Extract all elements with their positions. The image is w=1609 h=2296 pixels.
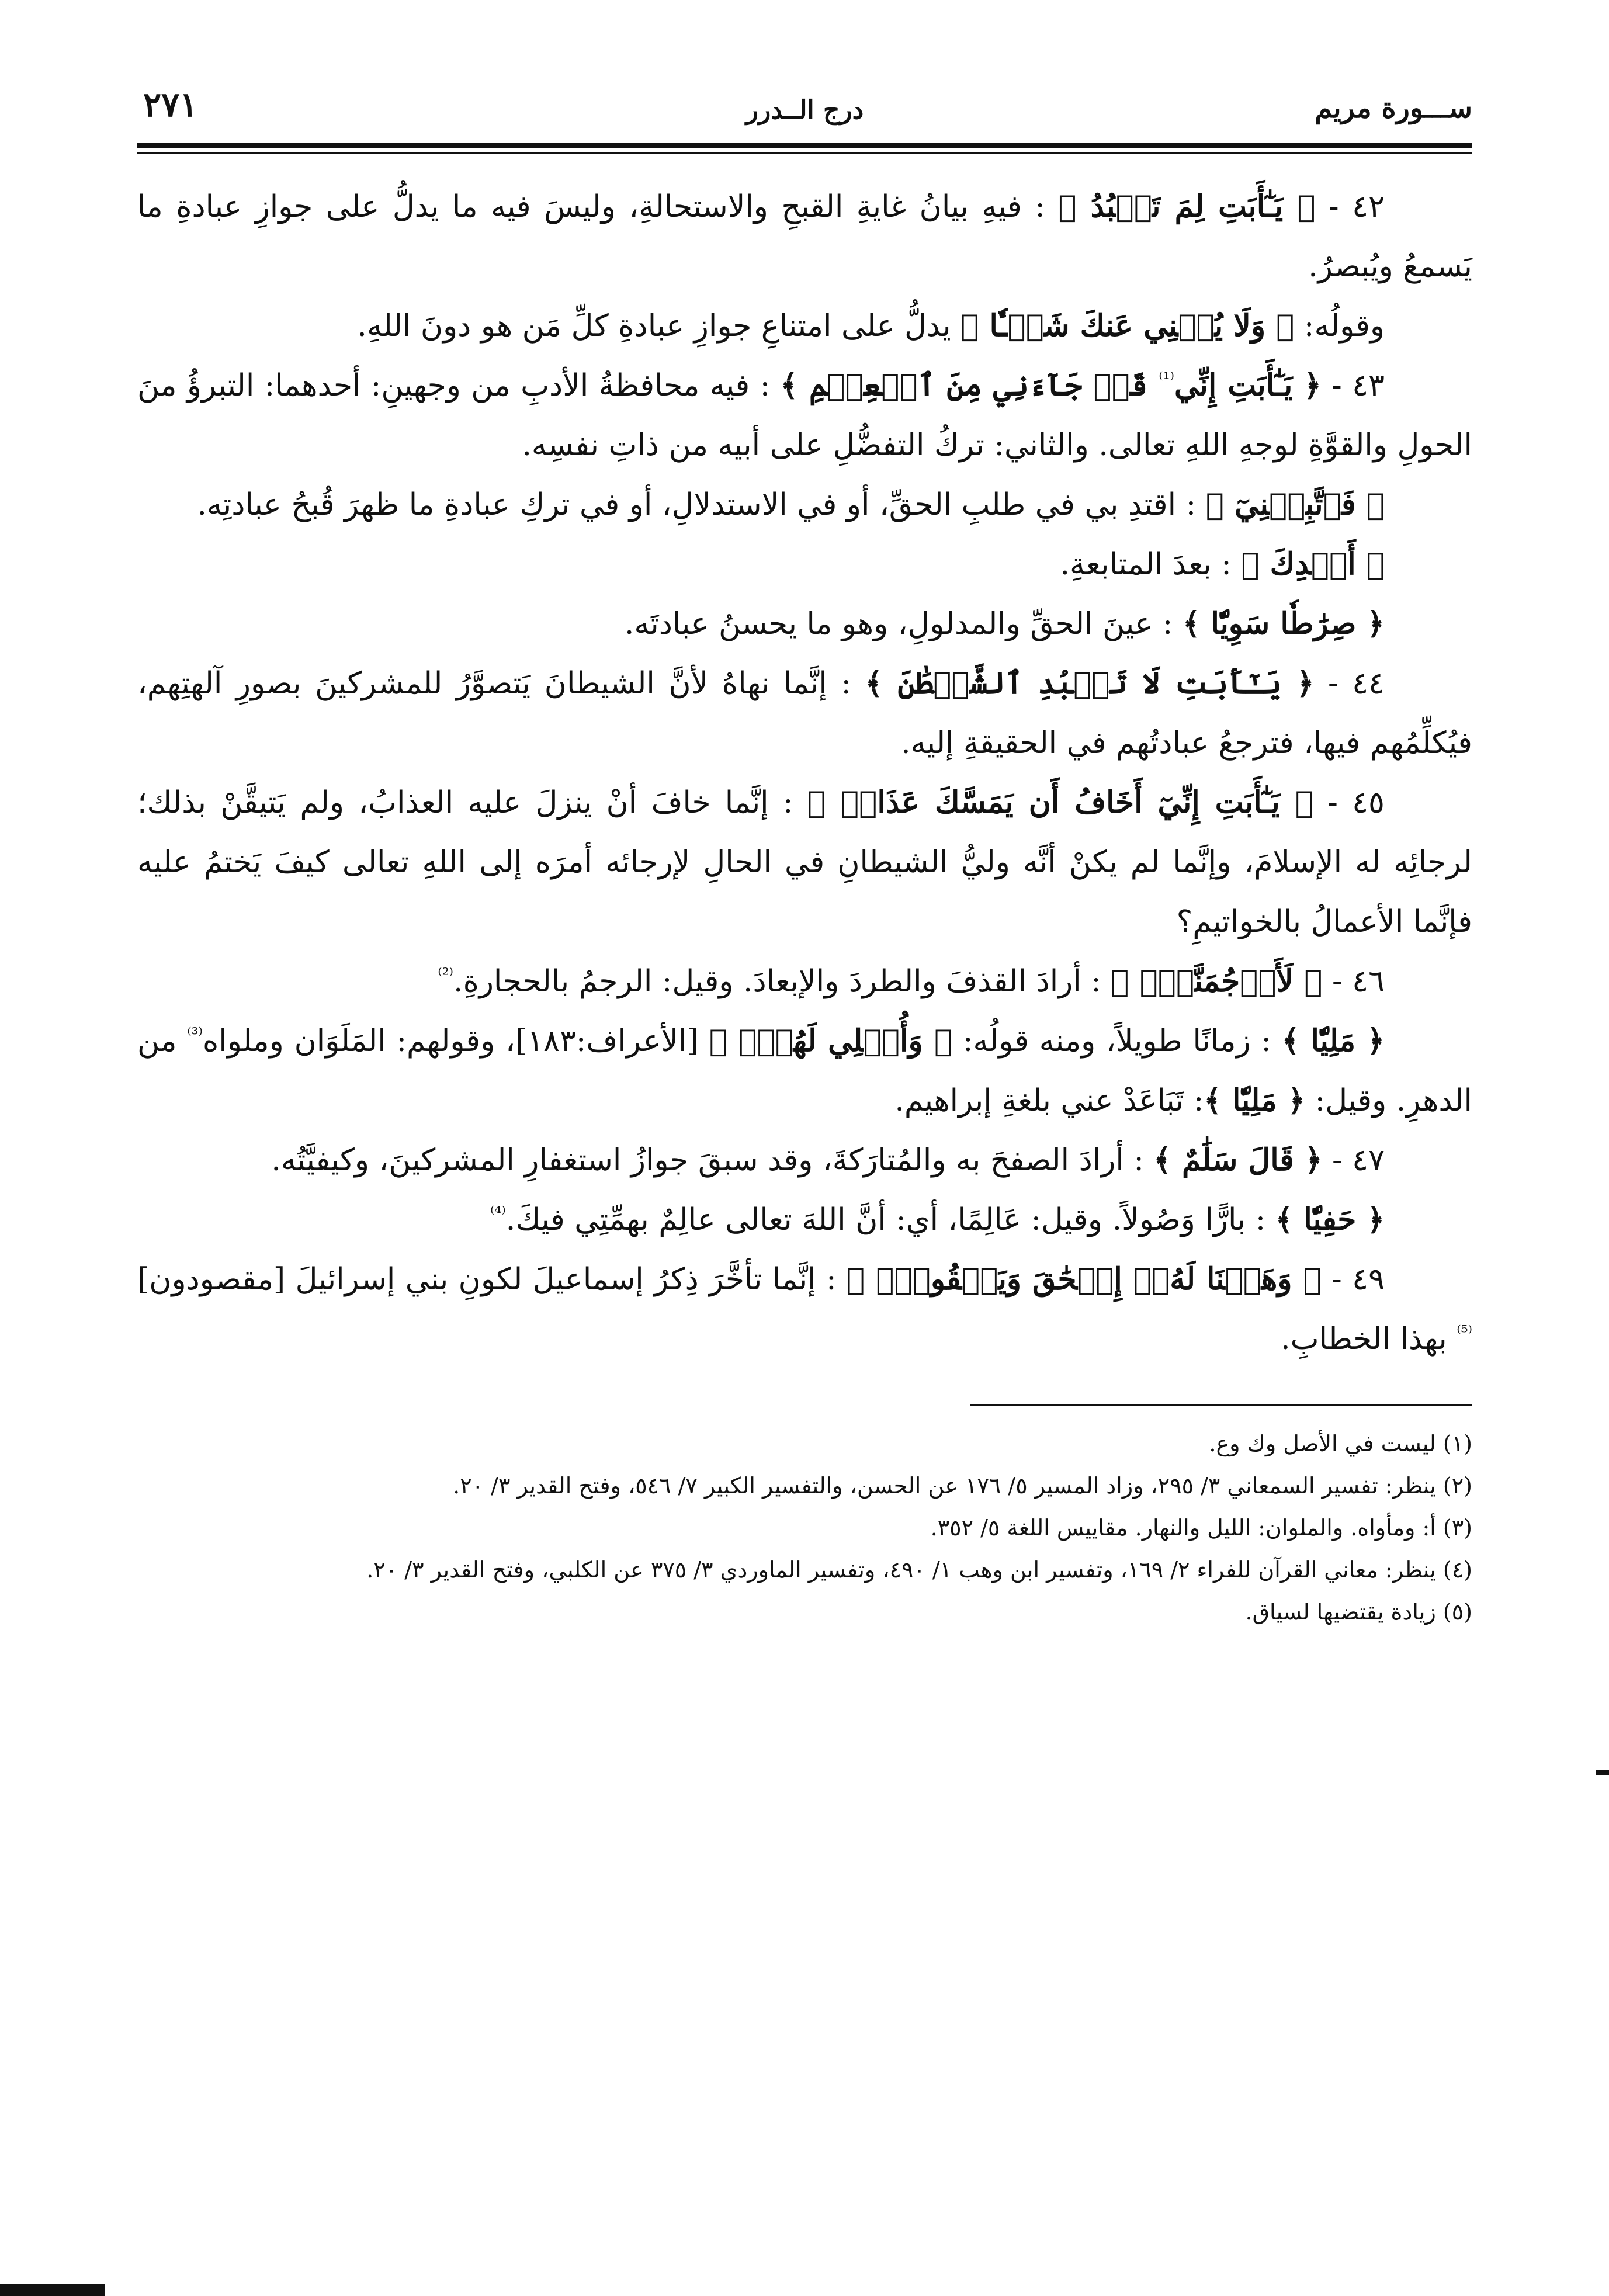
paragraph <box>137 356 1472 475</box>
quran-quote: ﴿ فَٱتَّبِعۡنِيٓ ﴾ <box>1205 487 1385 522</box>
commentary-text: بهذا الخطابِ. <box>1281 1322 1457 1357</box>
commentary-text: : إنَّما نهاهُ لأنَّ الشيطانَ يَتصوَّرُ للمشركينَ بصورِ آلهتِهم، فيُكلِّمُهم فيها، فترجعُ عبادتُهم في الحقيقةِ إليه. <box>137 666 1472 761</box>
commentary-text: ٤٧ - <box>1322 1143 1385 1178</box>
footnotes <box>137 1423 1472 1633</box>
footnote-separator <box>970 1404 1472 1406</box>
quran-quote: قَدۡ جَآءَنِي مِنَ ٱلۡعِلۡمِ ﴾ <box>780 367 1159 403</box>
paragraph <box>137 177 1472 296</box>
commentary-text: ٤٣ - <box>1321 368 1385 403</box>
commentary-text: ٤٥ - <box>1313 785 1385 820</box>
running-header <box>137 79 1472 140</box>
scan-edge-mark <box>0 2284 105 2296</box>
paragraph <box>137 535 1472 594</box>
paragraph <box>137 1130 1472 1190</box>
commentary-text: : بارًّا وَصُولاً. وقيل: عَالِمًا، أي: أنَّ اللهَ تعالى عالِمٌ بهمِّتِي فيكَ. <box>505 1202 1275 1237</box>
quran-quote: ﴿ يَـٰٓأَبَتِ لِمَ تَعۡبُدُ ﴾ <box>1058 189 1316 224</box>
commentary-text: : زمانًا طويلاً، ومنه قولُه: <box>952 1024 1282 1059</box>
footnote: (٥) زيادة يقتضيها لسياق. <box>1245 1599 1472 1625</box>
footnote-marker: ⁽³⁾ <box>187 1024 203 1045</box>
commentary-text: : عينَ الحقِّ والمدلولِ، وهو ما يحسنُ عبادتَه. <box>624 606 1183 641</box>
quran-quote: ﴿ يَـٰٓأَبَتِ لَا تَعۡبُدِ ٱلشَّيۡطَٰنَ ﴾ <box>865 665 1315 701</box>
quran-quote: ﴿ وَهَبۡنَا لَهُۥٓ إِسۡحَٰقَ وَيَعۡقُوبَۖ ﴾ <box>847 1261 1322 1297</box>
scan-edge-mark <box>1596 1770 1609 1775</box>
footnote: (١) ليست في الأصل وك وع. <box>1209 1431 1472 1456</box>
quran-quote: ﴿ مَلِيّٗا ﴾ <box>1281 1023 1385 1059</box>
paragraph <box>137 475 1472 535</box>
quran-quote: ﴿ يَـٰٓأَبَتِ إِنِّي <box>1174 367 1322 403</box>
commentary-text: : فيه محافظةُ الأدبِ من وجهينِ: أحدهما: التبرؤُ منَ الحولِ والقوَّةِ لوجهِ اللهِ تعالى. والثاني: تركُ التفضُّلِ على أبيه من ذاتِ نفسِه. <box>137 368 1472 463</box>
commentary-text: من الدهرِ. وقيل: <box>137 1024 1472 1118</box>
paragraph <box>137 1190 1472 1250</box>
commentary-text: : فيهِ بيانُ غايةِ القبحِ والاستحالةِ، وليسَ فيه ما يدلُّ على جوازِ عبادةِ ما يَسمعُ ويُبصرُ. <box>137 189 1472 284</box>
commentary-text: : اقتدِ بي في طلبِ الحقِّ، أو في الاستدلالِ، أو في تركِ عبادةِ ما ظهرَ قُبحُ عبادتِه. <box>197 487 1206 522</box>
main-text <box>137 177 1472 1369</box>
quran-quote: ﴿ مَلِيّٗا ﴾ <box>1204 1083 1306 1118</box>
page <box>137 79 1472 2211</box>
footnote-marker: ⁽²⁾ <box>438 965 454 986</box>
quran-quote: ﴿ يَـٰٓأَبَتِ إِنِّيٓ أَخَافُ أَن يَمَسَّكَ عَذَابٞ ﴾ <box>807 785 1313 820</box>
footnote: (٤) ينظر: معاني القرآن للفراء ٢/ ١٦٩، وتفسير ابن وهب ١/ ٤٩٠، وتفسير الماوردي ٣/ ٣٧٥ عن الكلبي، وفتح القدير ٣/ ٢٠. <box>366 1557 1472 1583</box>
commentary-text: ٤٢ - <box>1315 189 1385 224</box>
quran-quote: ﴿ قَالَ سَلَٰمٌ ﴾ <box>1153 1142 1323 1178</box>
commentary-text: : إنَّما خافَ أنْ ينزلَ عليه العذابُ، ولم يَتيقَّنْ بذلك؛ لرجائِه له الإسلامَ، وإنَّما لم يكنْ أنَّه وليُّ الشيطانِ في الحالِ لإرجائه أمرَه إلى اللهِ تعالى كيفَ يَختمُ عليه فإنَّما الأعمالُ بالخواتيمِ؟ <box>137 785 1472 939</box>
header-rule-thick <box>137 143 1472 148</box>
paragraph <box>137 952 1472 1011</box>
header-rule-thin <box>137 152 1472 154</box>
surah-title: ســـورة مريم <box>1315 92 1472 124</box>
quran-quote: ﴿ أَهۡدِكَ ﴾ <box>1241 546 1385 582</box>
quran-quote: ﴿ حَفِيّٗا ﴾ <box>1275 1202 1385 1237</box>
commentary-text: ٤٤ - <box>1314 666 1385 701</box>
footnote-marker: ⁽⁴⁾ <box>490 1203 506 1224</box>
commentary-text: : أرادَ الصفحَ به والمُتارَكةَ، وقد سبقَ جوازُ استغفارِ المشركينَ، وكيفيَّتُه. <box>271 1143 1154 1178</box>
quran-quote: ﴿ صِرَٰطٗا سَوِيّٗا ﴾ <box>1182 606 1385 641</box>
page-number: ٢٧١ <box>143 85 198 124</box>
footnote: (٣) أ: ومأواه. والملوان: الليل والنهار. مقاييس اللغة ٥/ ٣٥٢. <box>930 1515 1472 1541</box>
book-title: درج الــدرر <box>745 95 864 125</box>
commentary-text: ٤٩ - <box>1321 1262 1385 1297</box>
footnote-marker: ⁽⁵⁾ <box>1457 1322 1472 1343</box>
footnote: (٢) ينظر: تفسير السمعاني ٣/ ٢٩٥، وزاد المسير ٥/ ١٧٦ عن الحسن، والتفسير الكبير ٧/ ٥٤٦، وفتح القدير ٣/ ٢٠. <box>453 1473 1472 1499</box>
paragraph <box>137 594 1472 654</box>
commentary-text: : تَبَاعَدْ عني بلغةِ إبراهيم. <box>894 1083 1204 1118</box>
paragraph <box>137 1011 1472 1130</box>
commentary-text: : أرادَ القذفَ والطردَ والإبعادَ. وقيل: الرجمُ بالحجارةِ. <box>453 964 1111 999</box>
quran-quote: ﴿ وَلَا يُغۡنِي عَنكَ شَيۡـٔٗا ﴾ <box>960 308 1295 344</box>
quran-quote: ﴿ وَأُمۡلِي لَهُمۡۚ ﴾ <box>709 1023 953 1059</box>
commentary-text: [الأعراف:١٨٣]، وقولهم: المَلَوَان وملواه <box>203 1024 709 1059</box>
quran-quote: ﴿ لَأَرۡجُمَنَّكَۖ ﴾ <box>1111 963 1323 999</box>
paragraph <box>137 1250 1472 1369</box>
commentary-text: : إنَّما تأخَّرَ ذِكرُ إسماعيلَ لكونِ بني إسرائيلَ [مقصودون] <box>137 1262 847 1297</box>
commentary-text: يدلُّ على امتناعِ جوازِ عبادةِ كلِّ مَن هو دونَ اللهِ. <box>357 308 961 344</box>
commentary-text: وقولُه: <box>1294 308 1385 344</box>
paragraph <box>137 296 1472 356</box>
commentary-text: : بعدَ المتابعةِ. <box>1060 547 1242 582</box>
paragraph <box>137 773 1472 952</box>
paragraph <box>137 654 1472 773</box>
commentary-text: ٤٦ - <box>1322 964 1385 999</box>
footnote-marker: ⁽¹⁾ <box>1159 369 1174 390</box>
